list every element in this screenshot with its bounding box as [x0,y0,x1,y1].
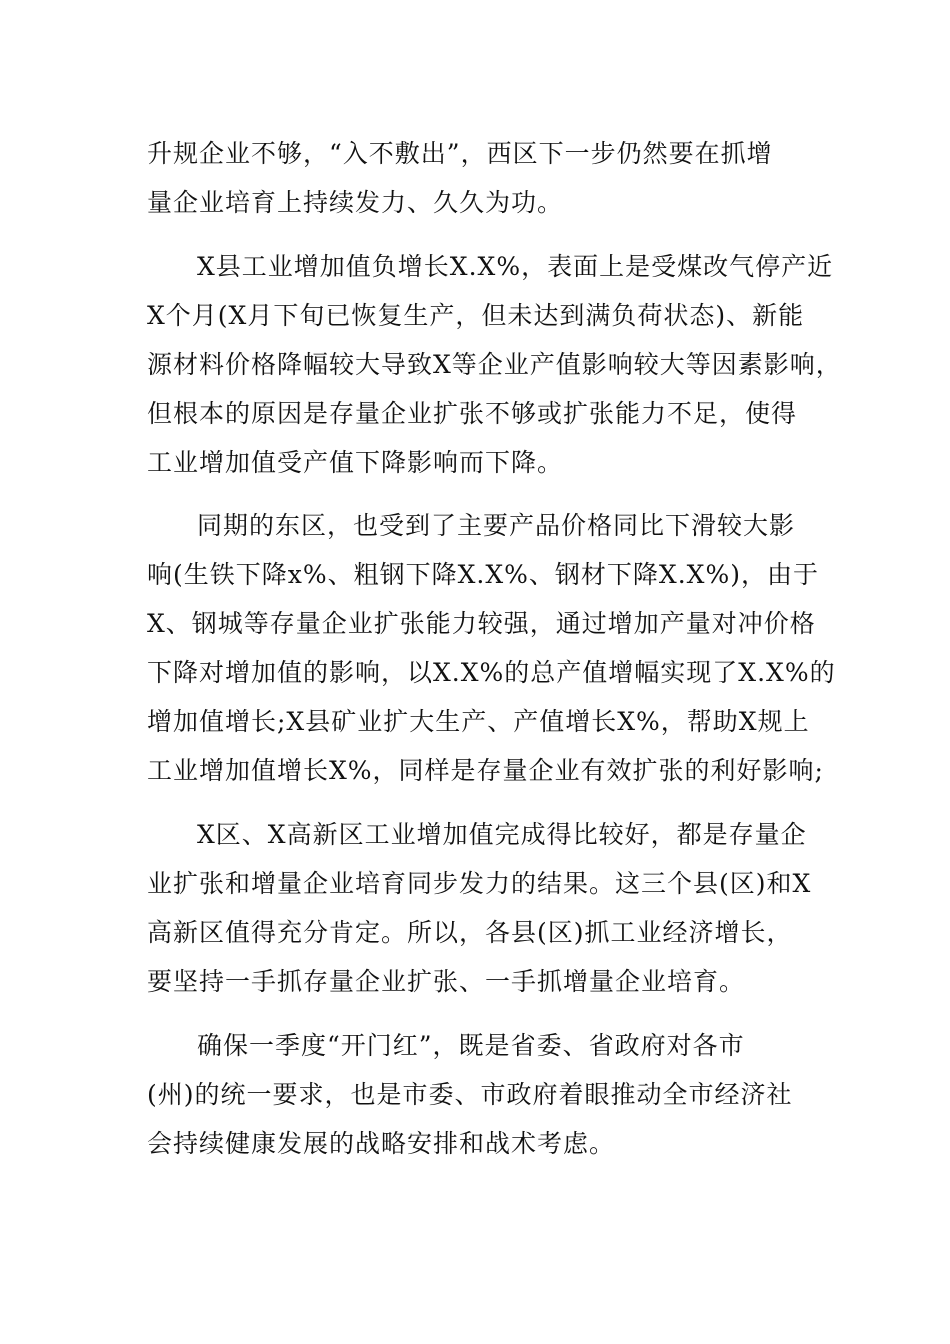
paragraph-3-line-1: 同期的东区，也受到了主要产品价格同比下滑较大影 [197,511,796,540]
paragraph-2-line-2: X个月(X月下旬已恢复生产，但未达到满负荷状态)、新能 [147,301,805,330]
paragraph-4-line-4: 要坚持一手抓存量企业扩张、一手抓增量企业培育。 [147,967,746,996]
paragraph-1-line-1: 升规企业不够，“入不敷出”，西区下一步仍然要在抓增 [147,139,773,168]
paragraph-2-line-4: 但根本的原因是存量企业扩张不够或扩张能力不足，使得 [147,399,798,428]
paragraph-4-line-1: X区、X高新区工业增加值完成得比较好，都是存量企 [197,820,807,849]
paragraph-5-line-1: 确保一季度“开门红”，既是省委、省政府对各市 [197,1031,745,1060]
paragraph-5-line-2: (州)的统一要求，也是市委、市政府着眼推动全市经济社 [147,1080,793,1109]
paragraph-2-line-5: 工业增加值受产值下降影响而下降。 [147,448,564,477]
paragraph-4-line-2: 业扩张和增量企业培育同步发力的结果。这三个县(区)和X [147,869,812,898]
paragraph-5-line-3: 会持续健康发展的战略安排和战术考虑。 [147,1129,616,1158]
paragraph-3-line-2: 响(生铁下降x%、粗钢下降X.X%、钢材下降X.X%)，由于 [147,560,819,589]
paragraph-3-line-4: 下降对增加值的影响，以X.X%的总产值增幅实现了X.X%的 [147,658,836,687]
paragraph-3-line-6: 工业增加值增长X%，同样是存量企业有效扩张的利好影响; [147,756,824,785]
paragraph-1-line-2: 量企业培育上持续发力、久久为功。 [147,188,564,217]
paragraph-3-line-5: 增加值增长;X县矿业扩大生产、产值增长X%，帮助X规上 [147,707,810,736]
paragraph-3-line-3: X、钢城等存量企业扩张能力较强，通过增加产量对冲价格 [147,609,816,638]
paragraph-4-line-3: 高新区值得充分肯定。所以，各县(区)抓工业经济增长， [147,918,793,947]
paragraph-2-line-3: 源材料价格降幅较大导致X等企业产值影响较大等因素影响， [147,350,842,379]
paragraph-2-line-1: X县工业增加值负增长X.X%，表面上是受煤改气停产近 [197,252,834,281]
